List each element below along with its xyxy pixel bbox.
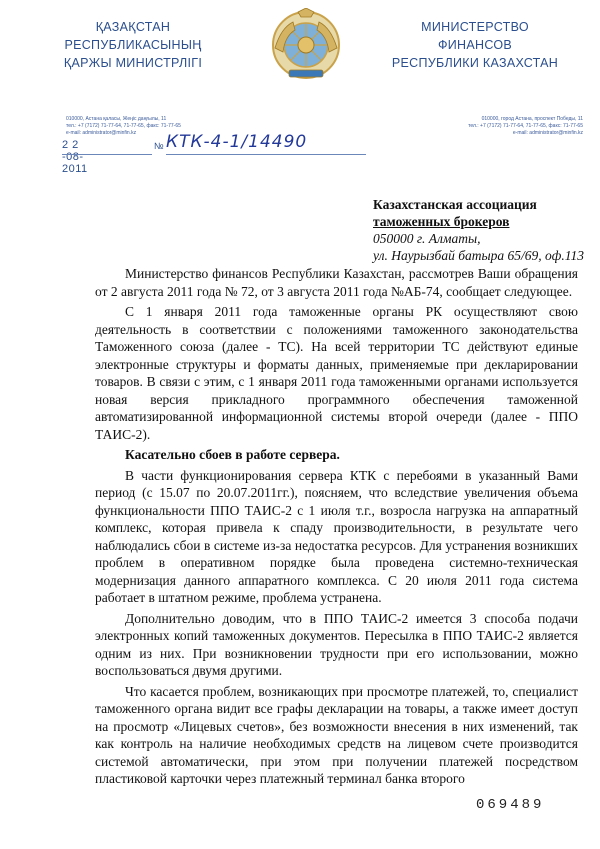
header-left-line: ҚАРЖЫ МИНИСТРЛІГІ	[63, 56, 203, 70]
ministry-header-kazakh	[38, 18, 228, 72]
serial-number: 069489	[476, 797, 545, 813]
body-paragraph: В части функционирования сервера КТК с перебоями в указанный Вами период (с 15.07 по 20.07.2011гг.), поясняем, что вследствие увеличения объема функциональности ППО ТАИС-2 с 1 июля т.г., возросла нагрузка на аппаратный комплекс, которая привела к спаду производительности, в результате чего наблюдались сбои в системе из-за недостатка ресурсов. Для устранения возникших проблем в оперативном порядке была проведена системно-техническая модернизация данного аппаратного комплекса. С 20 июля 2011 года система работает в штатном режиме, проблема устранена.	[95, 467, 578, 605]
header-left-line: ҚАЗАҚСТАН	[95, 20, 171, 34]
body-paragraph: Министерство финансов Республики Казахстан, рассмотрев Ваши обращения от 2 августа 2011 года № 72, от 3 августа 2011 года №АБ-74, сообщает следующее.	[95, 266, 578, 299]
date-underline	[62, 154, 152, 155]
header-right-line: ФИНАНСОВ	[437, 38, 513, 52]
reference-date-stamp: 2 2 -08- 2011	[62, 139, 88, 175]
recipient-name: Казахстанская ассоциация	[373, 197, 537, 212]
recipient-name-continued: таможенных брокеров	[373, 214, 510, 229]
address-line: тел.: +7 (7172) 71-77-64, 71-77-65, факс: 71-77-65	[468, 123, 583, 129]
address-block-russian	[433, 116, 583, 137]
section-heading: Касательно сбоев в работе сервера.	[125, 447, 340, 462]
ministry-header-russian	[380, 18, 570, 72]
header-left-line: РЕСПУБЛИКАСЫНЫҢ	[64, 38, 202, 52]
number-underline	[166, 154, 366, 155]
address-line: тел.: +7 (7172) 71-77-64, 71-77-65, факс: 71-77-65	[66, 123, 181, 129]
letter-body	[95, 265, 578, 791]
recipient-address: 050000 г. Алматы,	[373, 231, 481, 246]
recipient-address: ул. Наурызбай батыра 65/69, оф.113	[373, 248, 584, 263]
header-right-line: МИНИСТЕРСТВО	[421, 20, 529, 34]
body-paragraph: Что касается проблем, возникающих при просмотре платежей, то, специалист таможенного органа видит все графы декларации на товары, а также имеет доступ на просмотр «Лицевых счетов», без возможности внесения в них изменений, так как контроль на наличие необходимых средств на лицевом счете производится системой автоматически, при этом при получении платежей посредством пластиковой карточки через платежный терминал банка второго	[95, 683, 578, 786]
header-right-line: РЕСПУБЛИКИ КАЗАХСТАН	[391, 56, 559, 70]
address-line: e-mail: administrator@minfin.kz	[512, 130, 583, 136]
body-paragraph: С 1 января 2011 года таможенные органы РК осуществляют свою деятельность в соответствии с положениями таможенного законодательства Таможенного союза (далее - ТС). На всей территории ТС действуют единые электронные структуры и форматы данных, применяемые при декларировании товаров. В связи с этим, с 1 января 2011 года таможенными органами используется новая версия прикладного программного обеспечения таможенной автоматизированной информационной системы второй очереди (далее - ППО ТАИС-2).	[95, 304, 578, 442]
recipient-block	[373, 196, 584, 264]
body-paragraph: Дополнительно доводим, что в ППО ТАИС-2 имеется 3 способа подачи электронных копий таможенных документов. Пересылка в ППО ТАИС-2 является одним из них. При возникновении трудности при его использовании, можно воспользоваться двумя другими.	[95, 610, 578, 678]
reference-number-handwritten: КТК-4-1/14490	[166, 132, 308, 152]
reference-number-label: №	[154, 141, 164, 151]
address-line: 010000, город Астана, проспект Победы, 11	[481, 116, 583, 122]
address-line: 010000, Астана қаласы, Жеңіс даңғылы, 11	[66, 116, 167, 122]
address-line: e-mail: administrator@minfin.kz	[66, 130, 137, 136]
state-emblem-icon	[271, 8, 341, 82]
